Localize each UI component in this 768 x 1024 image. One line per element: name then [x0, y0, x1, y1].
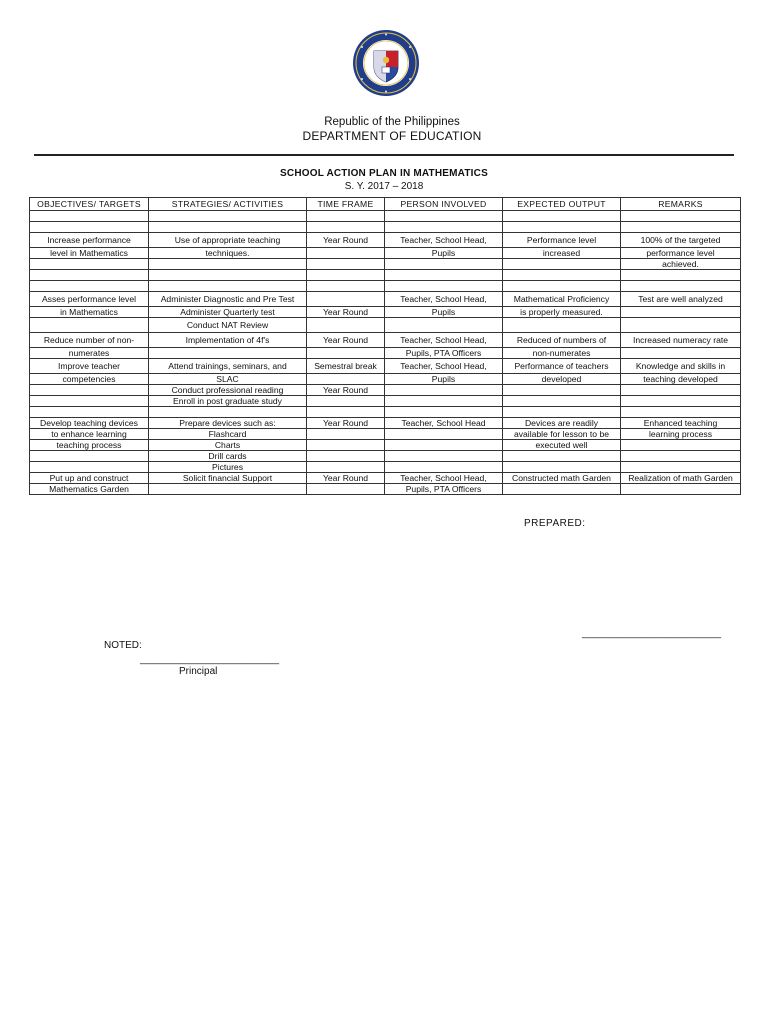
- table-cell: SLAC: [149, 374, 307, 385]
- table-row: [30, 222, 741, 233]
- table-cell: [149, 281, 307, 292]
- table-cell: developed: [503, 374, 621, 385]
- table-cell: in Mathematics: [30, 307, 149, 318]
- table-cell: [385, 211, 503, 222]
- table-cell: [385, 451, 503, 462]
- table-row: [30, 307, 741, 318]
- table-cell: Pupils, PTA Officers: [385, 484, 503, 495]
- table-row: [30, 440, 741, 451]
- table-cell: [149, 259, 307, 270]
- table-cell: [307, 259, 385, 270]
- table-cell: [621, 385, 741, 396]
- table-cell: [385, 429, 503, 440]
- column-header: REMARKS: [621, 198, 741, 211]
- republic-heading: Republic of the Philippines: [324, 116, 460, 128]
- table-cell: [503, 385, 621, 396]
- table-cell: [307, 374, 385, 385]
- table-cell: techniques.: [149, 248, 307, 259]
- table-row: [30, 281, 741, 292]
- table-cell: Develop teaching devices: [30, 418, 149, 429]
- table-cell: level in Mathematics: [30, 248, 149, 259]
- table-cell: Semestral break: [307, 359, 385, 374]
- table-cell: Pupils: [385, 374, 503, 385]
- table-cell: [385, 407, 503, 418]
- table-cell: [385, 385, 503, 396]
- table-cell: [621, 222, 741, 233]
- table-row: [30, 484, 741, 495]
- table-row: [30, 348, 741, 359]
- table-cell: Attend trainings, seminars, and: [149, 359, 307, 374]
- table-cell: [30, 270, 149, 281]
- table-cell: [149, 222, 307, 233]
- prepared-signature-line: _________________________: [582, 628, 722, 639]
- table-cell: [503, 462, 621, 473]
- table-cell: [503, 484, 621, 495]
- table-row: [30, 292, 741, 307]
- table-cell: [621, 270, 741, 281]
- table-row: [30, 270, 741, 281]
- table-cell: [503, 211, 621, 222]
- table-cell: [307, 440, 385, 451]
- table-cell: Implementation of 4f's: [149, 333, 307, 348]
- table-cell: Charts: [149, 440, 307, 451]
- table-row: [30, 333, 741, 348]
- table-row: [30, 407, 741, 418]
- table-cell: [307, 451, 385, 462]
- table-cell: Year Round: [307, 307, 385, 318]
- table-cell: Teacher, School Head: [385, 418, 503, 429]
- table-cell: Year Round: [307, 473, 385, 484]
- table-cell: teaching developed: [621, 374, 741, 385]
- table-cell: [30, 259, 149, 270]
- table-cell: [307, 222, 385, 233]
- table-cell: Use of appropriate teaching: [149, 233, 307, 248]
- table-row: [30, 233, 741, 248]
- principal-label: Principal: [179, 666, 218, 677]
- table-cell: Drill cards: [149, 451, 307, 462]
- table-cell: [385, 259, 503, 270]
- table-cell: Test are well analyzed: [621, 292, 741, 307]
- table-cell: Pupils: [385, 307, 503, 318]
- table-cell: [385, 222, 503, 233]
- table-cell: [385, 462, 503, 473]
- table-cell: available for lesson to be: [503, 429, 621, 440]
- table-body: [30, 211, 741, 495]
- table-cell: learning process: [621, 429, 741, 440]
- table-cell: [621, 307, 741, 318]
- column-header: TIME FRAME: [307, 198, 385, 211]
- table-cell: [385, 440, 503, 451]
- table-cell: Year Round: [307, 385, 385, 396]
- table-cell: Conduct NAT Review: [149, 318, 307, 333]
- table-cell: [307, 396, 385, 407]
- table-cell: [30, 222, 149, 233]
- table-cell: Improve teacher: [30, 359, 149, 374]
- table-cell: Increased numeracy rate: [621, 333, 741, 348]
- table-cell: [307, 270, 385, 281]
- table-cell: [307, 292, 385, 307]
- table-cell: Pupils, PTA Officers: [385, 348, 503, 359]
- table-cell: Solicit financial Support: [149, 473, 307, 484]
- table-row: [30, 385, 741, 396]
- table-cell: [385, 270, 503, 281]
- table-cell: achieved.: [621, 259, 741, 270]
- header-divider: [34, 154, 734, 156]
- table-cell: [307, 462, 385, 473]
- table-row: [30, 259, 741, 270]
- column-header: STRATEGIES/ ACTIVITIES: [149, 198, 307, 211]
- table-cell: [503, 281, 621, 292]
- table-cell: 100% of the targeted: [621, 233, 741, 248]
- table-cell: [621, 451, 741, 462]
- table-cell: Reduce number of non-: [30, 333, 149, 348]
- deped-seal-icon: [352, 29, 420, 97]
- table-cell: Performance level: [503, 233, 621, 248]
- table-cell: Performance of teachers: [503, 359, 621, 374]
- table-row: [30, 418, 741, 429]
- table-cell: [307, 484, 385, 495]
- table-cell: Teacher, School Head,: [385, 359, 503, 374]
- table-row: [30, 374, 741, 385]
- table-row: [30, 248, 741, 259]
- table-cell: competencies: [30, 374, 149, 385]
- table-cell: Flashcard: [149, 429, 307, 440]
- table-cell: [503, 318, 621, 333]
- noted-label: NOTED:: [104, 640, 142, 651]
- table-cell: executed well: [503, 440, 621, 451]
- table-cell: Teacher, School Head,: [385, 333, 503, 348]
- table-cell: Teacher, School Head,: [385, 233, 503, 248]
- table-cell: [385, 318, 503, 333]
- table-cell: Realization of math Garden: [621, 473, 741, 484]
- table-cell: Constructed math Garden: [503, 473, 621, 484]
- table-cell: [307, 348, 385, 359]
- table-cell: [621, 318, 741, 333]
- noted-signature-line: _________________________: [140, 654, 280, 665]
- table-row: [30, 473, 741, 484]
- table-cell: [149, 348, 307, 359]
- table-cell: Put up and construct: [30, 473, 149, 484]
- table-cell: [30, 211, 149, 222]
- table-row: [30, 429, 741, 440]
- column-header: OBJECTIVES/ TARGETS: [30, 198, 149, 211]
- table-cell: [621, 440, 741, 451]
- table-cell: Enroll in post graduate study: [149, 396, 307, 407]
- school-year: S. Y. 2017 – 2018: [344, 181, 424, 192]
- table-cell: [30, 462, 149, 473]
- table-cell: Devices are readily: [503, 418, 621, 429]
- table-cell: Asses performance level: [30, 292, 149, 307]
- table-row: [30, 396, 741, 407]
- table-cell: teaching process: [30, 440, 149, 451]
- table-cell: Prepare devices such as:: [149, 418, 307, 429]
- table-cell: non-numerates: [503, 348, 621, 359]
- table-cell: Conduct professional reading: [149, 385, 307, 396]
- table-cell: [385, 396, 503, 407]
- table-cell: [30, 396, 149, 407]
- table-cell: Year Round: [307, 233, 385, 248]
- prepared-label: PREPARED:: [524, 518, 586, 529]
- column-header: EXPECTED OUTPUT: [503, 198, 621, 211]
- table-cell: Teacher, School Head,: [385, 473, 503, 484]
- table-cell: [149, 484, 307, 495]
- table-cell: Reduced of numbers of: [503, 333, 621, 348]
- table-cell: [30, 407, 149, 418]
- table-cell: [30, 385, 149, 396]
- table-cell: Administer Diagnostic and Pre Test: [149, 292, 307, 307]
- table-cell: performance level: [621, 248, 741, 259]
- table-cell: [621, 211, 741, 222]
- table-cell: [503, 407, 621, 418]
- table-row: [30, 318, 741, 333]
- table-cell: [30, 318, 149, 333]
- table-cell: [30, 451, 149, 462]
- table-cell: [307, 248, 385, 259]
- table-cell: Year Round: [307, 418, 385, 429]
- table-cell: numerates: [30, 348, 149, 359]
- action-plan-table: [29, 197, 741, 495]
- table-cell: to enhance learning: [30, 429, 149, 440]
- department-heading: DEPARTMENT OF EDUCATION: [302, 129, 482, 143]
- table-cell: Teacher, School Head,: [385, 292, 503, 307]
- table-cell: Mathematical Proficiency: [503, 292, 621, 307]
- table-cell: Pictures: [149, 462, 307, 473]
- table-cell: [621, 281, 741, 292]
- table-cell: [621, 484, 741, 495]
- table-row: [30, 451, 741, 462]
- table-row: [30, 359, 741, 374]
- table-cell: [307, 211, 385, 222]
- table-cell: [30, 281, 149, 292]
- table-cell: [149, 407, 307, 418]
- table-cell: [621, 348, 741, 359]
- table-cell: [621, 396, 741, 407]
- table-cell: Enhanced teaching: [621, 418, 741, 429]
- table-cell: [307, 429, 385, 440]
- table-cell: [307, 407, 385, 418]
- table-cell: [503, 259, 621, 270]
- table-header-row: [30, 198, 741, 211]
- table-cell: [503, 270, 621, 281]
- table-cell: [621, 407, 741, 418]
- document-title: SCHOOL ACTION PLAN IN MATHEMATICS: [280, 168, 488, 179]
- table-cell: [503, 222, 621, 233]
- table-cell: [503, 396, 621, 407]
- table-cell: Mathematics Garden: [30, 484, 149, 495]
- table-row: [30, 211, 741, 222]
- table-cell: [503, 451, 621, 462]
- table-cell: [307, 318, 385, 333]
- table-cell: Pupils: [385, 248, 503, 259]
- table-cell: [385, 281, 503, 292]
- table-row: [30, 462, 741, 473]
- table-cell: is properly measured.: [503, 307, 621, 318]
- table-cell: Knowledge and skills in: [621, 359, 741, 374]
- table-cell: Increase performance: [30, 233, 149, 248]
- table-cell: Administer Quarterly test: [149, 307, 307, 318]
- table-cell: [621, 462, 741, 473]
- table-cell: [307, 281, 385, 292]
- table-cell: [149, 211, 307, 222]
- table-cell: [149, 270, 307, 281]
- table-cell: Year Round: [307, 333, 385, 348]
- column-header: PERSON INVOLVED: [385, 198, 503, 211]
- table-cell: increased: [503, 248, 621, 259]
